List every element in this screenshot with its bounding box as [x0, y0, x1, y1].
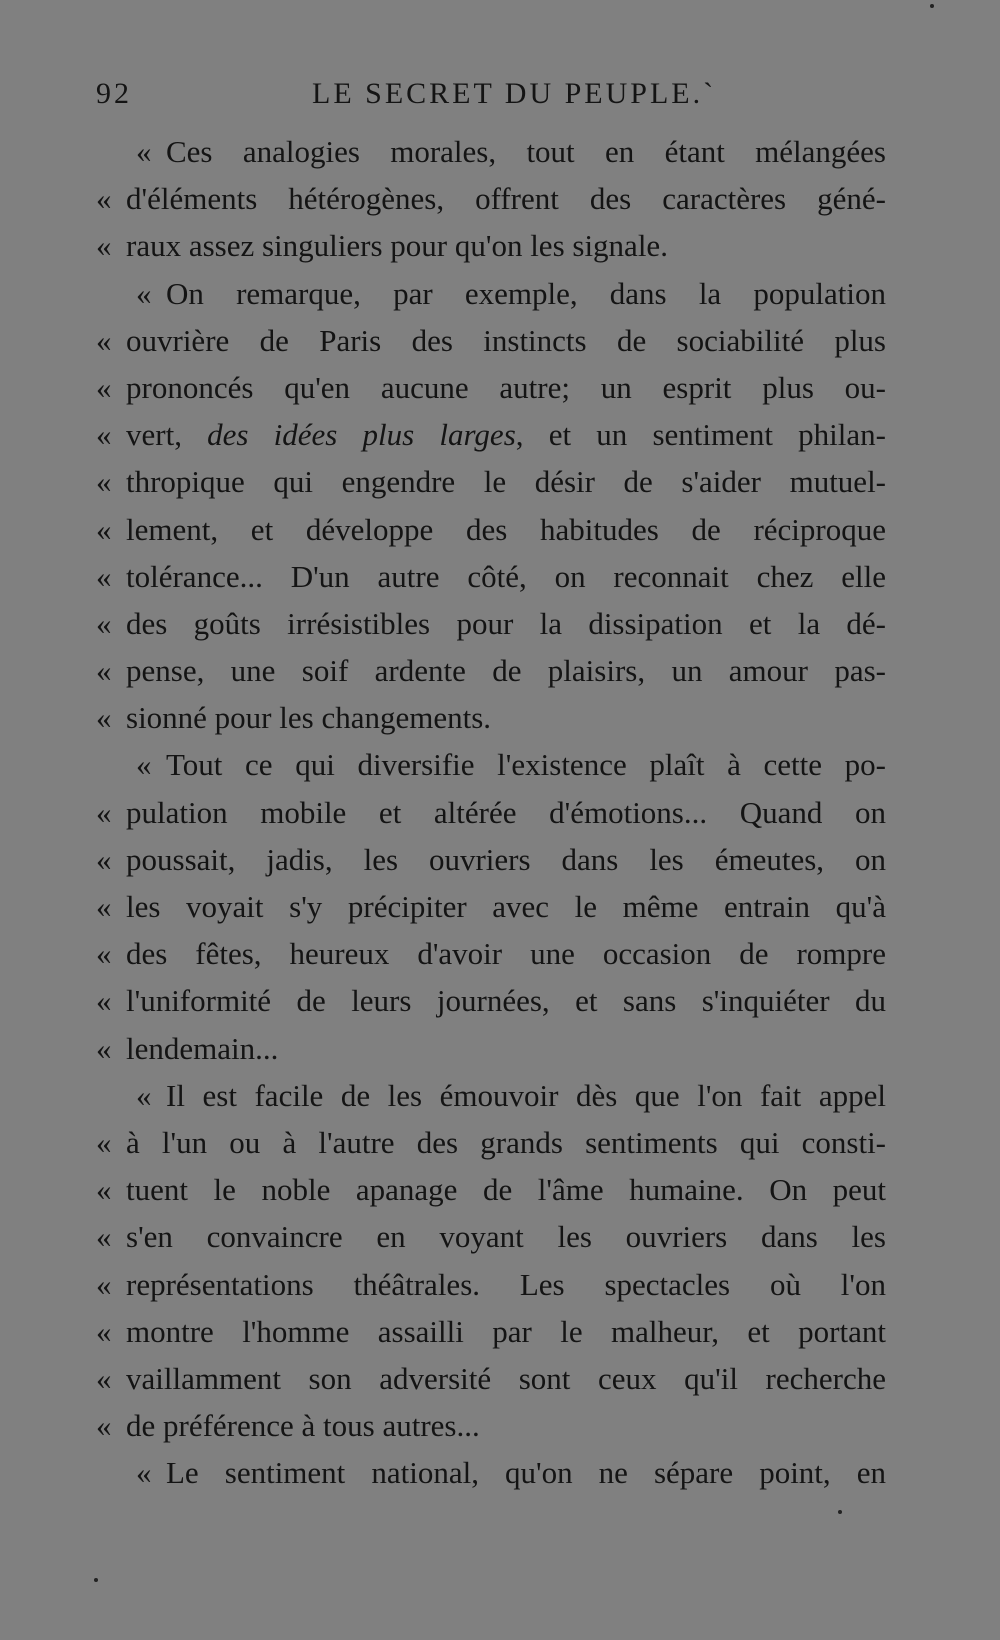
quote-mark: « — [96, 1172, 112, 1208]
scan-speck — [94, 1578, 98, 1582]
quote-mark: « — [96, 605, 112, 641]
text-line — [96, 506, 886, 553]
line-text-segment: montre l'homme assailli par le malheur, et portant — [126, 1313, 886, 1349]
line-text-segment: des fêtes, heureux d'avoir une occasion de rompre — [126, 936, 886, 972]
quote-mark: « — [136, 1455, 152, 1491]
running-head: LE SECRET DU PEUPLE.` — [312, 77, 717, 110]
line-text — [126, 789, 886, 836]
quote-mark: « — [96, 889, 112, 924]
line-text-segment: pense, une soif ardente de plaisirs, un amour pas- — [126, 653, 886, 689]
line-text-segment: On remarque, par exemple, dans la population — [166, 275, 886, 311]
quote-mark: « — [96, 1408, 112, 1444]
line-text-segment: poussait, jadis, les ouvriers dans les émeutes, on — [126, 841, 886, 877]
line-text — [126, 1166, 886, 1213]
line-text — [126, 506, 886, 553]
italic-phrase: des idées plus larges — [207, 417, 516, 453]
text-line — [96, 1213, 886, 1260]
line-text — [126, 1261, 886, 1308]
line-text — [166, 1072, 886, 1119]
text-line — [96, 930, 886, 977]
text-line — [96, 789, 886, 836]
text-line — [96, 1308, 886, 1355]
line-text — [126, 836, 886, 883]
line-text-segment: sionné pour les changements. — [126, 700, 492, 736]
page-header — [96, 72, 886, 116]
line-text — [166, 1449, 886, 1496]
line-text — [126, 930, 886, 977]
line-text — [126, 1119, 886, 1166]
text-line — [96, 741, 886, 788]
line-text-segment: pulation mobile et altérée d'émotions... Quand on — [126, 794, 886, 830]
line-text-segment: les voyait s'y précipiter avec le même entrain qu'à — [126, 889, 886, 924]
line-text — [126, 553, 886, 600]
quote-mark: « — [96, 1360, 112, 1396]
line-text — [126, 694, 886, 741]
line-text-segment: Le sentiment national, qu'on ne sépare point, en — [166, 1455, 886, 1491]
text-line — [96, 175, 886, 222]
line-text — [126, 977, 886, 1024]
scan-speck — [930, 4, 934, 8]
quote-mark: « — [96, 700, 112, 736]
quote-mark: « — [96, 983, 112, 1019]
line-text-segment: s'en convaincre en voyant les ouvriers dans les — [126, 1219, 886, 1255]
line-text — [126, 1355, 886, 1402]
text-line — [96, 1025, 886, 1072]
text-line — [96, 553, 886, 600]
text-line — [96, 1261, 886, 1308]
scan-speck — [838, 1510, 842, 1514]
text-line — [96, 647, 886, 694]
line-text-segment: vaillamment son adversité sont ceux qu'il recherche — [126, 1360, 886, 1396]
line-text — [126, 647, 886, 694]
line-text — [126, 364, 886, 411]
line-text — [126, 458, 886, 505]
line-text — [166, 128, 886, 175]
quote-mark: « — [96, 1124, 112, 1160]
quote-mark: « — [136, 275, 152, 311]
text-line — [96, 364, 886, 411]
text-line — [96, 317, 886, 364]
quote-mark: « — [96, 322, 112, 358]
line-text-segment: prononcés qu'en aucune autre; un esprit plus ou- — [126, 369, 886, 405]
line-text-segment: lement, et développe des habitudes de réciproque — [126, 511, 886, 547]
text-line — [96, 1119, 886, 1166]
line-text — [166, 270, 886, 317]
quote-mark: « — [96, 841, 112, 877]
text-line — [96, 883, 886, 930]
quote-mark: « — [96, 228, 112, 264]
quote-mark: « — [96, 936, 112, 972]
quote-mark: « — [96, 1266, 112, 1302]
line-text — [166, 741, 886, 788]
text-line — [96, 1449, 886, 1496]
quote-mark: « — [96, 369, 112, 405]
quote-mark: « — [96, 1030, 112, 1066]
line-text-segment: lendemain... — [126, 1030, 279, 1066]
quote-mark: « — [136, 747, 152, 783]
line-text-segment: Tout ce qui diversifie l'existence plaît à cette po- — [166, 747, 886, 783]
line-text-segment: tuent le noble apanage de l'âme humaine. On peut — [126, 1172, 886, 1208]
line-text-segment: représentations théâtrales. Les spectacles où l'on — [126, 1266, 886, 1302]
line-text — [126, 317, 886, 364]
line-text — [126, 1025, 886, 1072]
body-text — [96, 128, 886, 1496]
line-text-segment: d'éléments hétérogènes, offrent des caractères géné- — [126, 181, 886, 217]
quote-mark: « — [96, 1313, 112, 1349]
text-line — [96, 411, 886, 458]
line-text — [126, 1402, 886, 1449]
text-line — [96, 1166, 886, 1213]
quote-mark: « — [96, 794, 112, 830]
line-text-segment: ouvrière de Paris des instincts de sociabilité plus — [126, 322, 886, 358]
line-text — [126, 1213, 886, 1260]
quote-mark: « — [96, 417, 112, 453]
line-text-segment: , et un sentiment philan- — [515, 417, 886, 453]
text-line — [96, 128, 886, 175]
text-line — [96, 270, 886, 317]
line-text-segment: des goûts irrésistibles pour la dissipation et la dé- — [126, 605, 886, 641]
line-text — [126, 600, 886, 647]
text-line — [96, 836, 886, 883]
line-text-segment: raux assez singuliers pour qu'on les signale. — [126, 228, 668, 264]
line-text-segment: Ces analogies morales, tout en étant mélangées — [166, 134, 886, 169]
quote-mark: « — [136, 1077, 152, 1113]
quote-mark: « — [96, 511, 112, 547]
line-text-segment: à l'un ou à l'autre des grands sentiments qui consti- — [126, 1124, 886, 1160]
text-line — [96, 600, 886, 647]
quote-mark: « — [96, 464, 112, 500]
line-text-segment: Il est facile de les émouvoir dès que l'on fait appel — [166, 1077, 886, 1113]
text-line — [96, 222, 886, 269]
line-text-segment: vert, — [126, 417, 208, 453]
line-text — [126, 411, 886, 458]
line-text — [126, 883, 886, 930]
line-text — [126, 1308, 886, 1355]
line-text-segment: l'uniformité de leurs journées, et sans s'inquiéter du — [126, 983, 886, 1019]
line-text-segment: thropique qui engendre le désir de s'aider mutuel- — [126, 464, 886, 500]
text-line — [96, 694, 886, 741]
text-line — [96, 1072, 886, 1119]
quote-mark: « — [96, 181, 112, 217]
line-text-segment: de préférence à tous autres... — [126, 1408, 480, 1444]
text-line — [96, 977, 886, 1024]
text-line — [96, 1402, 886, 1449]
line-text — [126, 175, 886, 222]
quote-mark: « — [136, 134, 152, 169]
line-text-segment: tolérance... D'un autre côté, on reconnait chez elle — [126, 558, 886, 594]
quote-mark: « — [96, 653, 112, 689]
text-line — [96, 1355, 886, 1402]
quote-mark: « — [96, 558, 112, 594]
line-text — [126, 222, 886, 269]
quote-mark: « — [96, 1219, 112, 1255]
text-line — [96, 458, 886, 505]
page-number: 92 — [96, 77, 132, 110]
